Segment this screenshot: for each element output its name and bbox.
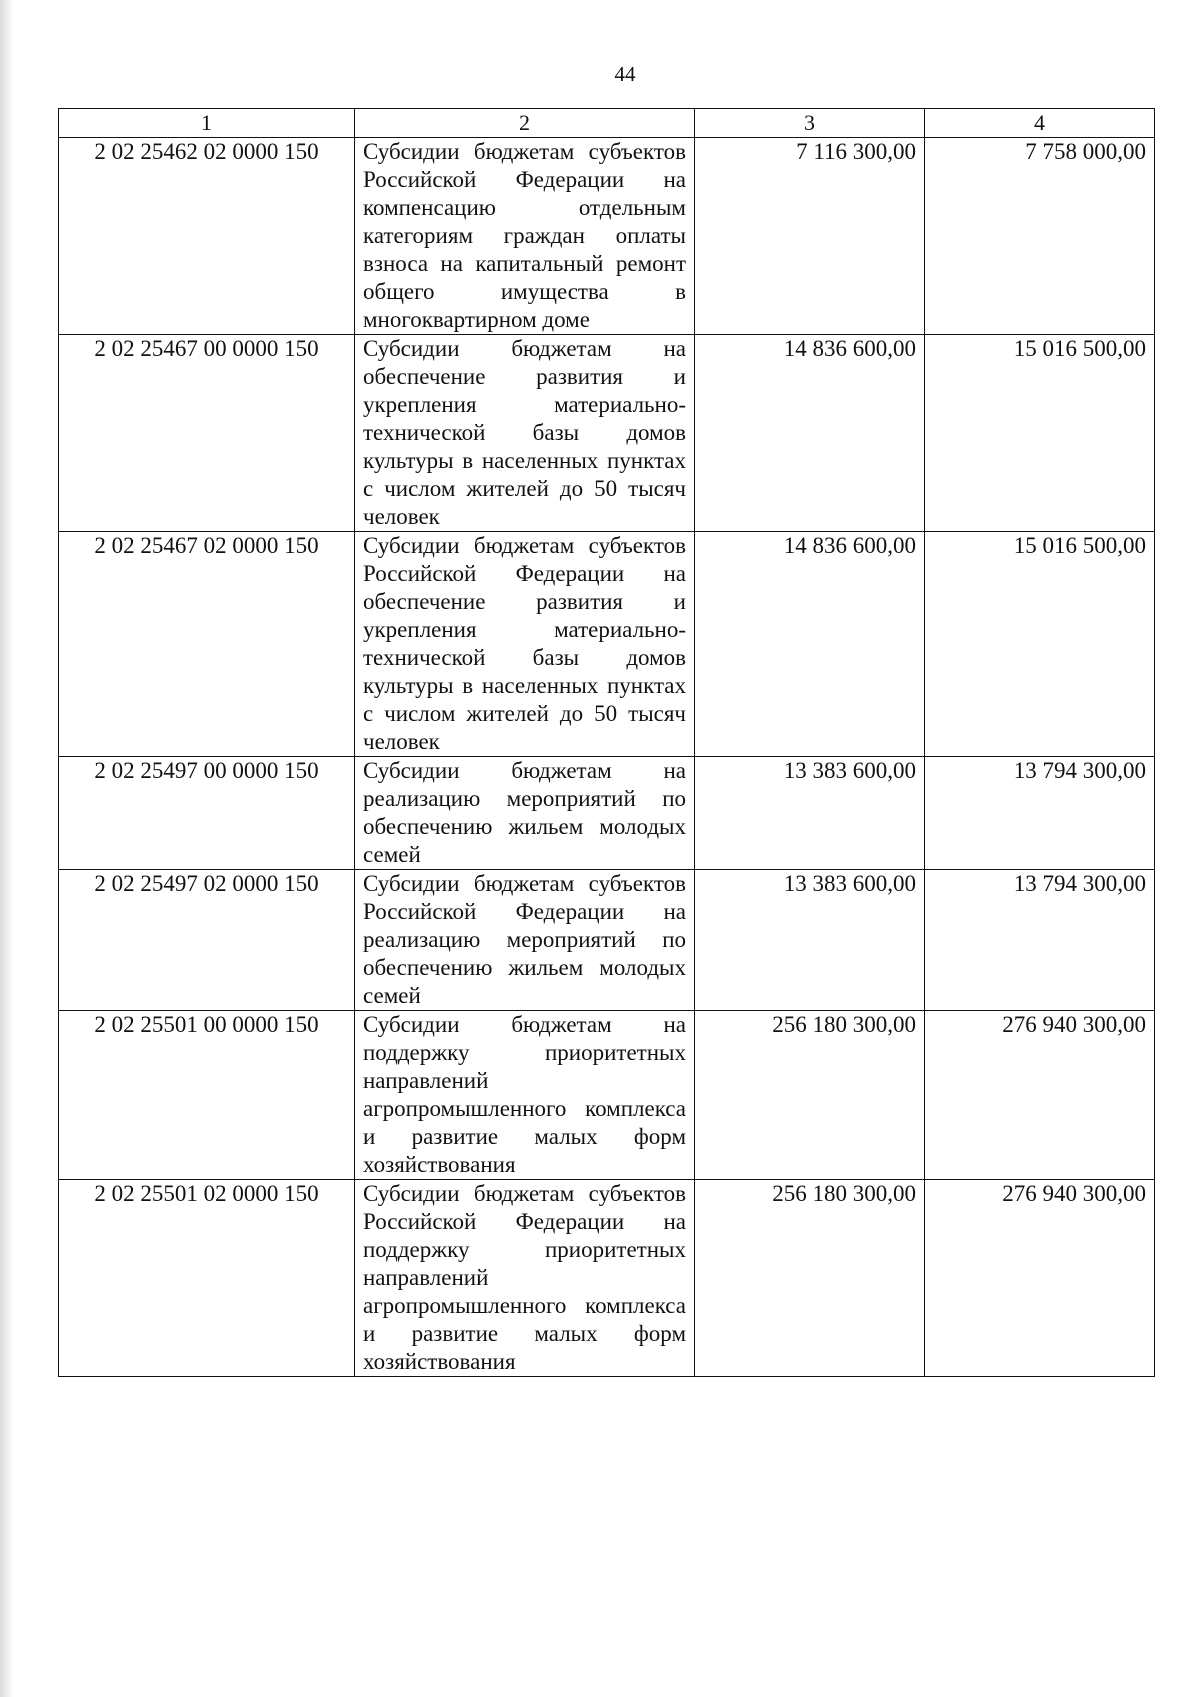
header-col-1: 1 (59, 109, 355, 138)
table-row (59, 138, 1155, 335)
budget-code-cell: 2 02 25497 00 0000 150 (59, 757, 355, 870)
amount-col4-cell: 13 794 300,00 (925, 870, 1155, 1011)
amount-col4-cell: 276 940 300,00 (925, 1180, 1155, 1377)
table-row (59, 870, 1155, 1011)
amount-col4-cell: 13 794 300,00 (925, 757, 1155, 870)
amount-col4-cell: 15 016 500,00 (925, 335, 1155, 532)
header-col-4: 4 (925, 109, 1155, 138)
amount-col3-cell: 13 383 600,00 (695, 757, 925, 870)
page-number: 44 (614, 62, 636, 86)
amount-col3-cell: 256 180 300,00 (695, 1180, 925, 1377)
description-cell: Субсидии бюджетам субъектов Российской Федерации на реализацию мероприятий по обеспечению жильем молодых семей (355, 870, 695, 1011)
header-col-2: 2 (355, 109, 695, 138)
table-row (59, 1011, 1155, 1180)
amount-col3-cell: 14 836 600,00 (695, 532, 925, 757)
description-cell: Субсидии бюджетам субъектов Российской Федерации на компенсацию отдельным категориям граждан оплаты взноса на капитальный ремонт общего имущества в многоквартирном доме (355, 138, 695, 335)
description-cell: Субсидии бюджетам на поддержку приоритетных направлений агропромышленного комплекса и развитие малых форм хозяйствования (355, 1011, 695, 1180)
amount-col4-cell: 276 940 300,00 (925, 1011, 1155, 1180)
table-row (59, 1180, 1155, 1377)
amount-col4-cell: 7 758 000,00 (925, 138, 1155, 335)
budget-code-cell: 2 02 25462 02 0000 150 (59, 138, 355, 335)
table-header-row (59, 109, 1155, 138)
budget-code-cell: 2 02 25497 02 0000 150 (59, 870, 355, 1011)
amount-col3-cell: 7 116 300,00 (695, 138, 925, 335)
budget-code-cell: 2 02 25467 02 0000 150 (59, 532, 355, 757)
amount-col3-cell: 256 180 300,00 (695, 1011, 925, 1180)
scan-edge-shadow (0, 0, 14, 1697)
budget-code-cell: 2 02 25501 02 0000 150 (59, 1180, 355, 1377)
budget-code-cell: 2 02 25467 00 0000 150 (59, 335, 355, 532)
description-cell: Субсидии бюджетам субъектов Российской Федерации на поддержку приоритетных направлений агропромышленного комплекса и развитие малых форм хозяйствования (355, 1180, 695, 1377)
budget-table (58, 108, 1155, 1377)
header-col-3: 3 (695, 109, 925, 138)
amount-col4-cell: 15 016 500,00 (925, 532, 1155, 757)
table-row (59, 335, 1155, 532)
description-cell: Субсидии бюджетам субъектов Российской Федерации на обеспечение развития и укрепления материально-технической базы домов культуры в населенных пунктах с числом жителей до 50 тысяч человек (355, 532, 695, 757)
amount-col3-cell: 13 383 600,00 (695, 870, 925, 1011)
table-row (59, 757, 1155, 870)
table-row (59, 532, 1155, 757)
description-cell: Субсидии бюджетам на обеспечение развития и укрепления материально-технической базы домов культуры в населенных пунктах с числом жителей до 50 тысяч человек (355, 335, 695, 532)
budget-code-cell: 2 02 25501 00 0000 150 (59, 1011, 355, 1180)
amount-col3-cell: 14 836 600,00 (695, 335, 925, 532)
description-cell: Субсидии бюджетам на реализацию мероприятий по обеспечению жильем молодых семей (355, 757, 695, 870)
